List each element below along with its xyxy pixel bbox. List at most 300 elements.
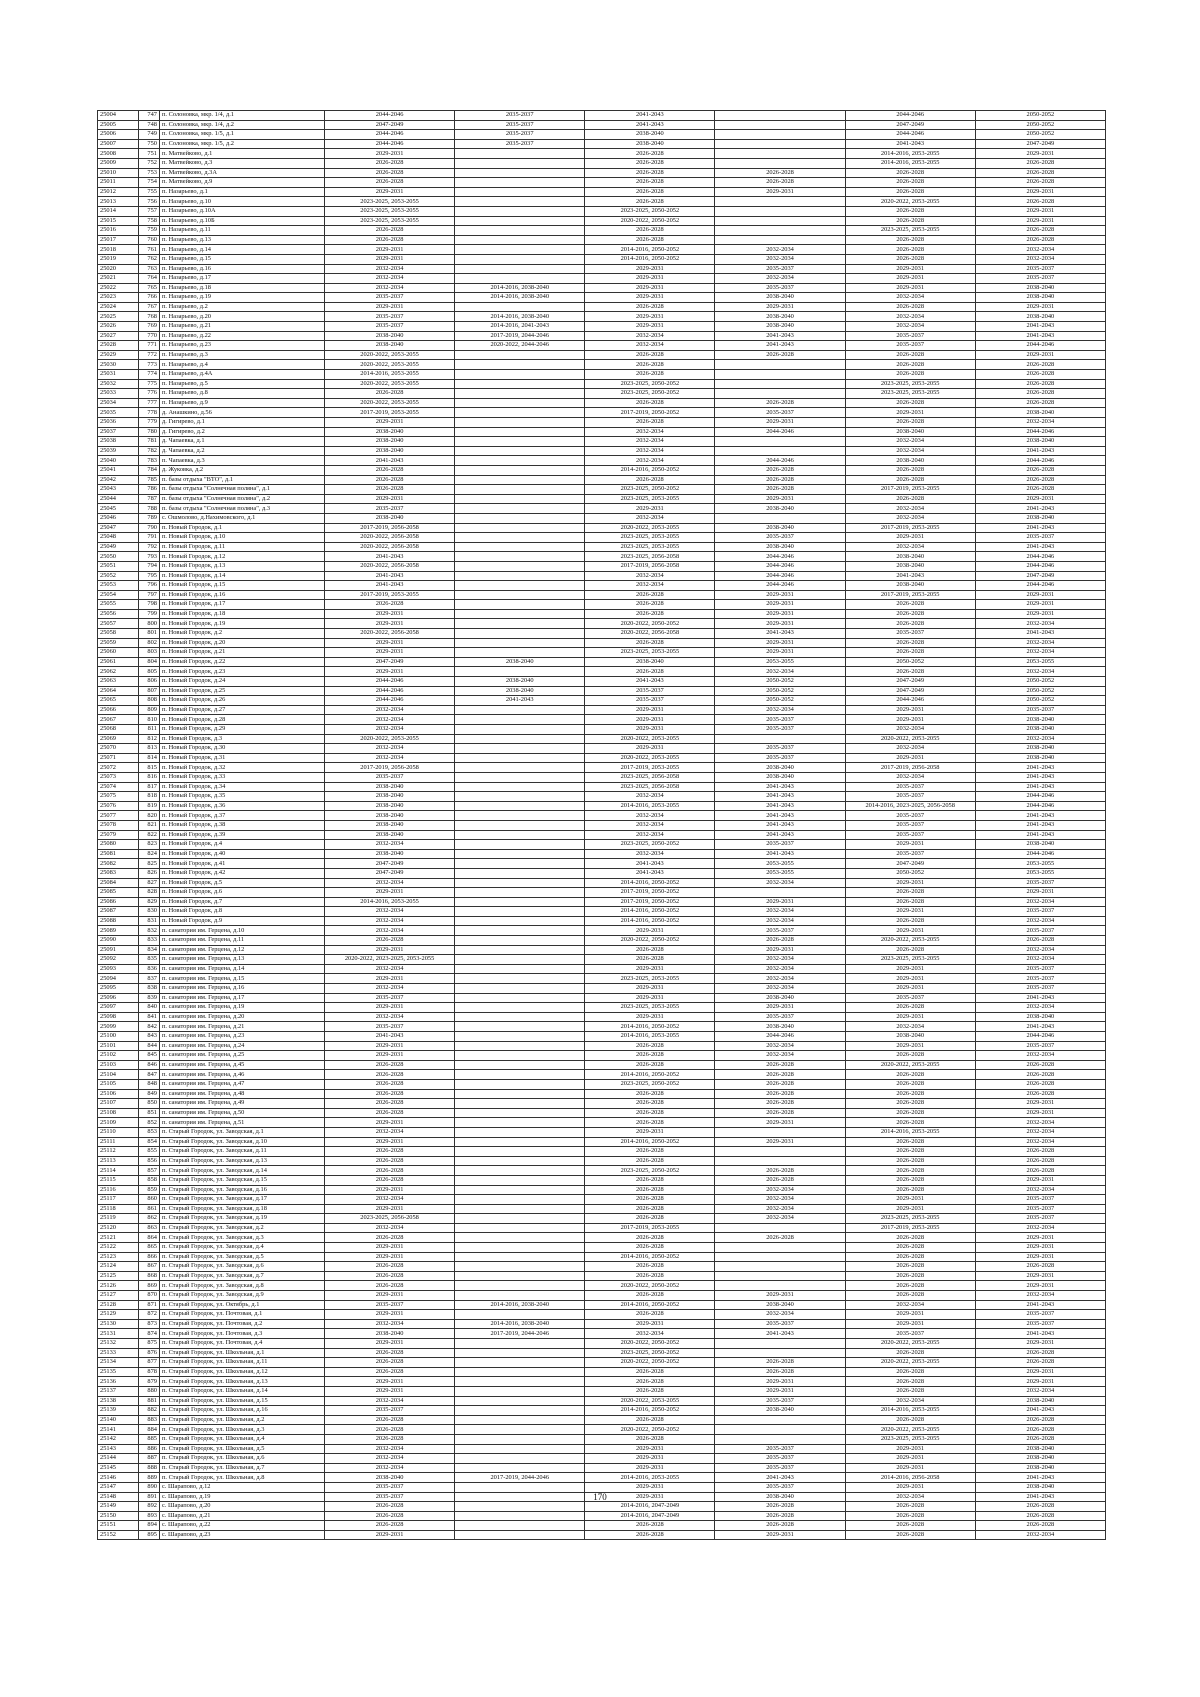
cell-row-address: п. Матвейково, д.9 [160,178,325,188]
cell-period-3: 2014-2016, 2053-2055 [585,1032,715,1042]
cell-row-number: 776 [139,389,160,399]
cell-row-code: 25136 [98,1377,139,1387]
cell-row-number: 794 [139,561,160,571]
cell-period-6: 2032-2034 [975,1051,1105,1061]
cell-period-5: 2032-2034 [845,1022,975,1032]
cell-period-3: 2026-2028 [585,370,715,380]
cell-period-6: 2032-2034 [975,916,1105,926]
cell-period-6: 2026-2028 [975,1502,1105,1512]
cell-period-6: 2044-2046 [975,792,1105,802]
page-number: 170 [593,1492,607,1502]
table-row [98,677,1106,687]
cell-period-1: 2029-2031 [325,1204,455,1214]
cell-row-number: 780 [139,427,160,437]
cell-period-2 [455,1003,585,1013]
table-row [98,1271,1106,1281]
cell-period-2 [455,1185,585,1195]
cell-row-address: п. Новый Городок, д.41 [160,859,325,869]
cell-period-4: 2044-2046 [715,571,845,581]
cell-period-5: 2050-2052 [845,868,975,878]
cell-period-6: 2038-2040 [975,753,1105,763]
cell-row-code: 25078 [98,820,139,830]
cell-period-4: 2041-2043 [715,830,845,840]
table-row [98,753,1106,763]
cell-row-code: 25011 [98,178,139,188]
cell-row-code: 25045 [98,504,139,514]
cell-period-2 [455,1310,585,1320]
cell-period-1: 2023-2025, 2053-2055 [325,197,455,207]
table-row [98,1041,1106,1051]
cell-period-1: 2026-2028 [325,389,455,399]
table-row [98,245,1106,255]
cell-row-address: п. Матвейково, д.1 [160,149,325,159]
cell-period-2 [455,1530,585,1540]
cell-row-number: 782 [139,446,160,456]
cell-period-3: 2032-2034 [585,792,715,802]
cell-period-3: 2029-2031 [585,1012,715,1022]
cell-period-4: 2032-2034 [715,964,845,974]
cell-row-code: 25122 [98,1243,139,1253]
cell-period-2 [455,725,585,735]
table-row [98,725,1106,735]
cell-period-2 [455,1463,585,1473]
cell-period-3: 2026-2028 [585,1377,715,1387]
cell-period-5: 2044-2046 [845,111,975,121]
cell-period-2 [455,955,585,965]
cell-period-2 [455,763,585,773]
cell-period-2 [455,1147,585,1157]
cell-period-3: 2029-2031 [585,504,715,514]
cell-period-2 [455,984,585,994]
cell-period-2 [455,619,585,629]
cell-period-3: 2026-2028 [585,1195,715,1205]
cell-row-code: 25123 [98,1252,139,1262]
cell-row-code: 25048 [98,533,139,543]
cell-row-number: 771 [139,341,160,351]
cell-period-5: 2026-2028 [845,619,975,629]
table-row [98,1377,1106,1387]
cell-period-3: 2026-2028 [585,1118,715,1128]
cell-row-code: 25072 [98,763,139,773]
cell-period-1: 2032-2034 [325,274,455,284]
cell-row-number: 802 [139,638,160,648]
cell-period-1: 2032-2034 [325,916,455,926]
cell-period-3: 2029-2031 [585,725,715,735]
cell-period-4 [715,734,845,744]
cell-row-number: 868 [139,1271,160,1281]
cell-period-1: 2020-2022, 2056-2058 [325,533,455,543]
cell-period-3: 2026-2028 [585,1041,715,1051]
cell-row-number: 825 [139,859,160,869]
cell-row-address: с. Шарапово, д.19 [160,1492,325,1502]
cell-period-1: 2026-2028 [325,158,455,168]
cell-period-1: 2026-2028 [325,1262,455,1272]
cell-row-number: 808 [139,696,160,706]
cell-period-1: 2035-2037 [325,772,455,782]
table-row [98,1415,1106,1425]
cell-period-1: 2026-2028 [325,226,455,236]
cell-period-1: 2026-2028 [325,1434,455,1444]
cell-row-code: 25020 [98,264,139,274]
cell-period-6: 2035-2037 [975,907,1105,917]
cell-period-1: 2014-2016, 2053-2055 [325,370,455,380]
cell-period-3: 2026-2028 [585,1367,715,1377]
cell-period-2 [455,168,585,178]
cell-period-4: 2026-2028 [715,350,845,360]
cell-row-number: 805 [139,667,160,677]
cell-period-2 [455,1482,585,1492]
cell-row-address: п. Старый Городок, ул. Заводская, д.1 [160,1127,325,1137]
cell-period-3: 2026-2028 [585,1291,715,1301]
cell-row-code: 25064 [98,686,139,696]
table-row [98,1118,1106,1128]
cell-row-address: п. Старый Городок, ул. Заводская, д.2 [160,1223,325,1233]
cell-period-6: 2032-2034 [975,1003,1105,1013]
cell-period-6: 2035-2037 [975,1214,1105,1224]
cell-period-3: 2014-2016, 2053-2055 [585,801,715,811]
cell-row-address: п. Назарьево, д.4А [160,370,325,380]
cell-row-number: 767 [139,302,160,312]
cell-row-number: 786 [139,485,160,495]
cell-row-number: 810 [139,715,160,725]
cell-row-code: 25135 [98,1367,139,1377]
cell-period-4: 2029-2031 [715,302,845,312]
table-row [98,1012,1106,1022]
cell-row-number: 857 [139,1166,160,1176]
cell-row-code: 25147 [98,1482,139,1492]
cell-period-1: 2035-2037 [325,312,455,322]
cell-period-1: 2017-2019, 2056-2058 [325,523,455,533]
cell-period-2 [455,216,585,226]
cell-period-5: 2017-2019, 2056-2058 [845,763,975,773]
cell-period-3: 2041-2043 [585,677,715,687]
cell-period-3: 2029-2031 [585,283,715,293]
table-row [98,763,1106,773]
cell-period-5: 2029-2031 [845,907,975,917]
table-row [98,206,1106,216]
cell-row-code: 25085 [98,888,139,898]
cell-row-address: п. Старый Городок, ул. Школьная, д.4 [160,1434,325,1444]
cell-period-3: 2026-2028 [585,1185,715,1195]
cell-period-2 [455,1089,585,1099]
cell-period-6: 2029-2031 [975,1339,1105,1349]
cell-period-5: 2014-2016, 2023-2025, 2056-2058 [845,801,975,811]
cell-period-4: 2038-2040 [715,293,845,303]
cell-row-address: п. Новый Городок, д.3 [160,734,325,744]
cell-period-1: 2038-2040 [325,341,455,351]
cell-period-6: 2041-2043 [975,820,1105,830]
cell-period-5: 2026-2028 [845,1367,975,1377]
cell-row-number: 809 [139,705,160,715]
cell-period-6: 2026-2028 [975,1262,1105,1272]
cell-row-code: 25070 [98,744,139,754]
cell-period-2 [455,753,585,763]
cell-row-address: п. санатория им. Герцена, д.21 [160,1022,325,1032]
cell-row-number: 750 [139,139,160,149]
cell-period-3: 2026-2028 [585,955,715,965]
cell-period-3: 2032-2034 [585,571,715,581]
cell-row-address: п. Назарьево, д.14 [160,245,325,255]
cell-period-5: 2026-2028 [845,1070,975,1080]
cell-period-3: 2032-2034 [585,820,715,830]
cell-row-code: 25023 [98,293,139,303]
cell-row-number: 865 [139,1243,160,1253]
cell-period-3: 2026-2028 [585,197,715,207]
cell-row-address: п. санатория им. Герцена, д.13 [160,955,325,965]
cell-period-4 [715,1243,845,1253]
cell-row-code: 25082 [98,859,139,869]
cell-period-5: 2032-2034 [845,513,975,523]
cell-period-4 [715,1262,845,1272]
cell-period-1: 2038-2040 [325,849,455,859]
cell-row-code: 25097 [98,1003,139,1013]
cell-period-5: 2029-2031 [845,1204,975,1214]
cell-row-number: 890 [139,1482,160,1492]
cell-period-3: 2029-2031 [585,1482,715,1492]
cell-period-2: 2035-2037 [455,130,585,140]
cell-period-1: 2041-2043 [325,552,455,562]
cell-period-6: 2041-2043 [975,331,1105,341]
cell-period-2 [455,916,585,926]
cell-period-4: 2029-2031 [715,1118,845,1128]
cell-row-address: с. Ошмолово, д.Нахимовского, д.1 [160,513,325,523]
cell-period-5: 2035-2037 [845,811,975,821]
cell-row-code: 25019 [98,254,139,264]
cell-period-2 [455,744,585,754]
table-row [98,1348,1106,1358]
cell-row-address: п. Новый Городок, д.9 [160,916,325,926]
table-row [98,1310,1106,1320]
cell-row-number: 872 [139,1310,160,1320]
cell-row-code: 25144 [98,1454,139,1464]
cell-period-6: 2041-2043 [975,1492,1105,1502]
table-row [98,322,1106,332]
cell-period-5: 2026-2028 [845,398,975,408]
cell-row-number: 835 [139,955,160,965]
table-row [98,533,1106,543]
table-row [98,830,1106,840]
cell-period-4: 2041-2043 [715,341,845,351]
cell-period-2 [455,178,585,188]
cell-period-5: 2044-2046 [845,130,975,140]
table-row [98,926,1106,936]
cell-row-number: 791 [139,533,160,543]
cell-row-code: 25053 [98,581,139,591]
cell-period-6: 2026-2028 [975,178,1105,188]
cell-period-3: 2023-2025, 2050-2052 [585,1166,715,1176]
cell-row-address: п. Солоновка, мкр. 1/5, д.2 [160,139,325,149]
cell-period-6: 2026-2028 [975,226,1105,236]
cell-period-2 [455,1377,585,1387]
table-row [98,1108,1106,1118]
cell-row-number: 764 [139,274,160,284]
table-row [98,801,1106,811]
cell-period-6: 2038-2040 [975,715,1105,725]
cell-period-6: 2041-2043 [975,1473,1105,1483]
cell-row-number: 790 [139,523,160,533]
cell-period-3: 2023-2025, 2050-2052 [585,389,715,399]
cell-row-address: п. Новый Городок, д.18 [160,609,325,619]
cell-period-3: 2020-2022, 2053-2055 [585,753,715,763]
cell-period-2 [455,350,585,360]
cell-row-address: п. базы отдыха "Солнечная поляна", д.2 [160,494,325,504]
cell-row-address: п. Назарьево, д.3 [160,350,325,360]
cell-row-code: 25094 [98,974,139,984]
cell-period-2 [455,149,585,159]
cell-period-4: 2026-2028 [715,465,845,475]
cell-period-1: 2017-2019, 2053-2055 [325,408,455,418]
cell-row-address: п. Старый Городок, ул. Заводская, д.17 [160,1195,325,1205]
cell-row-address: п. санатория им. Герцена, д.24 [160,1041,325,1051]
cell-row-number: 817 [139,782,160,792]
cell-period-6: 2026-2028 [975,398,1105,408]
cell-period-4: 2026-2028 [715,178,845,188]
cell-row-number: 803 [139,648,160,658]
cell-period-1: 2032-2034 [325,1223,455,1233]
cell-period-5: 2035-2037 [845,341,975,351]
cell-period-2 [455,245,585,255]
cell-row-code: 25150 [98,1511,139,1521]
cell-row-address: п. Старый Городок, ул. Почтовая, д.3 [160,1329,325,1339]
cell-period-6: 2041-2043 [975,504,1105,514]
cell-period-3: 2017-2019, 2053-2055 [585,763,715,773]
cell-period-1: 2035-2037 [325,322,455,332]
cell-period-5: 2026-2028 [845,360,975,370]
cell-row-address: п. Новый Городок, д.16 [160,590,325,600]
cell-row-code: 25032 [98,379,139,389]
cell-period-1: 2026-2028 [325,1425,455,1435]
cell-period-6: 2032-2034 [975,1137,1105,1147]
cell-period-3: 2026-2028 [585,1051,715,1061]
cell-period-5: 2035-2037 [845,629,975,639]
cell-period-1: 2044-2046 [325,696,455,706]
cell-row-code: 25005 [98,120,139,130]
cell-period-5: 2017-2019, 2053-2055 [845,1223,975,1233]
cell-period-6: 2035-2037 [975,533,1105,543]
cell-period-6: 2035-2037 [975,878,1105,888]
table-row [98,1262,1106,1272]
cell-row-code: 25084 [98,878,139,888]
cell-period-6: 2044-2046 [975,1032,1105,1042]
cell-period-4: 2050-2052 [715,686,845,696]
cell-period-3: 2020-2022, 2050-2052 [585,936,715,946]
cell-period-2 [455,581,585,591]
cell-period-5: 2020-2022, 2053-2055 [845,936,975,946]
cell-row-code: 25013 [98,197,139,207]
cell-row-address: п. Новый Городок, д.29 [160,725,325,735]
cell-period-2 [455,734,585,744]
cell-period-4: 2029-2031 [715,590,845,600]
cell-period-5: 2026-2028 [845,1281,975,1291]
cell-period-1: 2038-2040 [325,437,455,447]
cell-period-5: 2026-2028 [845,494,975,504]
cell-period-3: 2029-2031 [585,322,715,332]
cell-row-code: 25115 [98,1175,139,1185]
cell-period-5: 2026-2028 [845,1386,975,1396]
cell-period-6: 2041-2043 [975,993,1105,1003]
cell-period-3: 2026-2028 [585,1147,715,1157]
cell-row-number: 807 [139,686,160,696]
cell-row-code: 25065 [98,696,139,706]
cell-row-code: 25040 [98,456,139,466]
cell-row-number: 863 [139,1223,160,1233]
cell-row-address: п. Новый Городок, д.22 [160,657,325,667]
cell-row-code: 25130 [98,1319,139,1329]
cell-period-1: 2029-2031 [325,1291,455,1301]
cell-period-2 [455,1127,585,1137]
cell-period-1: 2035-2037 [325,1492,455,1502]
cell-row-address: п. Старый Городок, ул. Заводская, д.14 [160,1166,325,1176]
cell-period-3: 2020-2022, 2050-2052 [585,1358,715,1368]
cell-period-4: 2044-2046 [715,1032,845,1042]
cell-row-address: п. Назарьево, д.13 [160,235,325,245]
cell-row-address: п. Назарьево, д.21 [160,322,325,332]
cell-period-2 [455,1118,585,1128]
cell-period-3: 2026-2028 [585,1214,715,1224]
cell-period-6: 2041-2043 [975,830,1105,840]
cell-period-2 [455,1444,585,1454]
cell-period-5: 2026-2028 [845,168,975,178]
cell-period-6: 2035-2037 [975,264,1105,274]
cell-period-4: 2029-2031 [715,945,845,955]
cell-row-code: 25121 [98,1233,139,1243]
cell-period-4 [715,437,845,447]
cell-row-number: 784 [139,465,160,475]
table-row [98,523,1106,533]
cell-period-5: 2029-2031 [845,840,975,850]
cell-row-address: п. Старый Городок, ул. Заводская, д.8 [160,1281,325,1291]
cell-period-1: 2020-2022, 2056-2058 [325,542,455,552]
cell-period-1: 2029-2031 [325,254,455,264]
cell-period-1: 2044-2046 [325,130,455,140]
cell-row-number: 801 [139,629,160,639]
table-row [98,581,1106,591]
cell-row-address: п. Назарьево, д.9 [160,398,325,408]
cell-period-2 [455,1223,585,1233]
cell-period-5: 2026-2028 [845,638,975,648]
cell-period-5: 2020-2022, 2053-2055 [845,1358,975,1368]
cell-row-address: п. Старый Городок, ул. Почтовая, д.4 [160,1339,325,1349]
cell-row-number: 763 [139,264,160,274]
cell-period-4 [715,216,845,226]
cell-period-2: 2014-2016, 2038-2040 [455,312,585,322]
table-row [98,638,1106,648]
cell-period-2 [455,811,585,821]
cell-period-4: 2029-2031 [715,648,845,658]
cell-row-number: 856 [139,1156,160,1166]
cell-row-code: 25058 [98,629,139,639]
cell-period-3: 2014-2016, 2053-2055 [585,1473,715,1483]
cell-period-3: 2014-2016, 2050-2052 [585,916,715,926]
cell-row-number: 876 [139,1348,160,1358]
cell-row-number: 823 [139,840,160,850]
cell-row-address: п. Старый Городок, ул. Школьная, д.3 [160,1425,325,1435]
cell-period-1: 2032-2034 [325,1454,455,1464]
cell-row-code: 25108 [98,1108,139,1118]
cell-period-3: 2035-2037 [585,686,715,696]
cell-period-3: 2023-2025, 2053-2055 [585,648,715,658]
cell-row-number: 879 [139,1377,160,1387]
cell-period-1: 2029-2031 [325,1386,455,1396]
table-row [98,571,1106,581]
cell-period-2 [455,485,585,495]
cell-period-1: 2026-2028 [325,1108,455,1118]
cell-period-3: 2014-2016, 2050-2052 [585,254,715,264]
cell-row-number: 758 [139,216,160,226]
cell-period-6: 2032-2034 [975,1530,1105,1540]
cell-row-address: п. Новый Городок, д.21 [160,648,325,658]
cell-period-1: 2044-2046 [325,111,455,121]
